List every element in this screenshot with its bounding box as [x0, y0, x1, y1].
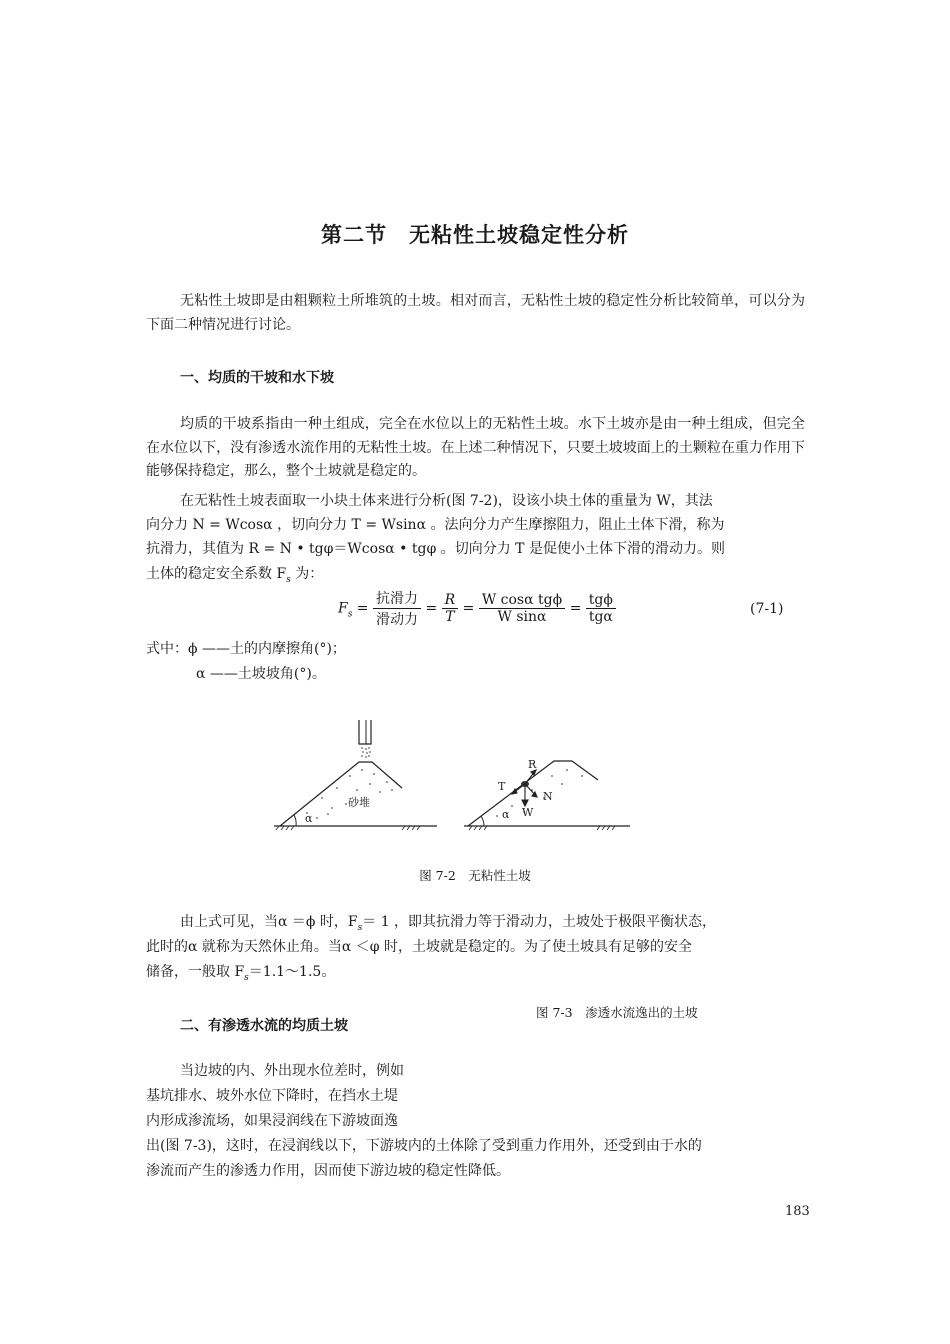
fraction-tgphi-over-tgalpha: $\frac{\text{tgϕ}}{\text{tgα}}$ — [586, 592, 616, 625]
heading-dry-slope: 一、均质的干坡和水下坡 — [180, 370, 334, 386]
sand-pile-label: 砂堆 — [348, 796, 370, 809]
force-label-t: T — [498, 780, 506, 793]
seepage-line-2: 基坑排水、坡外水位下降时，在挡水土堤 — [146, 1088, 398, 1104]
equation-number: (7-1) — [750, 601, 784, 617]
paragraph-dry-slope: 均质的干坡系指由一种土组成，完全在水位以上的无粘性土坡。水下土坡亦是由一种土组成，但完全在水位以下，没有渗透水流作用的无粘性土坡。在上述二种情况下，只要土坡坡面上的土颗粒在重力作用下能够保持稳定，那么，整个土坡就是稳定的。 — [146, 416, 805, 479]
figure-7-3-caption: 图 7-3 渗透水流逸出的土坡 — [536, 1005, 698, 1020]
left-alpha-label: α — [305, 812, 313, 825]
right-alpha-arc — [481, 816, 484, 826]
analysis-line-2: 向分力 N = Wcosα ，切向分力 T = Wsinα 。法向分力产生摩擦阻力，阻止土体下滑，称为 — [146, 517, 725, 533]
force-vectors — [512, 770, 537, 806]
analysis-line-4: 土体的稳定安全系数 $F_s$ 为： — [146, 566, 324, 585]
force-label-r: R — [528, 758, 537, 771]
seepage-line-5: 渗流而产生的渗透力作用，因而使下游边坡的稳定性降低。 — [146, 1163, 510, 1179]
conclusion-line-2: 此时的α 就称为天然休止角。当α ＜φ 时，土坡就是稳定的。为了使土坡具有足够的安全 — [146, 939, 693, 955]
left-alpha-arc — [294, 815, 296, 826]
heading-seepage-slope: 二、有渗透水流的均质土坡 — [180, 1018, 348, 1034]
seepage-line-4: 出(图 7-3)，这时，在浸润线以下，下游坡内的土体除了受到重力作用外，还受到由于水的 — [146, 1138, 702, 1154]
figure-7-2-caption: 图 7-2 无粘性土坡 — [419, 868, 531, 883]
figure-7-2 — [262, 718, 642, 836]
fraction-resist-over-slide: $\frac{\text{抗滑力}}{\text{滑动力}}$ — [373, 588, 421, 629]
intro-paragraph: 无粘性土坡即是由粗颗粒土所堆筑的土坡。相对而言，无粘性土坡的稳定性分析比较简单，可以分为下面二种情况进行讨论。 — [146, 293, 805, 333]
analysis-line-1: 在无粘性土坡表面取一小块土体来进行分析(图 7-2)，设该小块土体的重量为 W，其法 — [180, 493, 713, 509]
conclusion-line-3: 储备，一般取 $F_s=1.1\sim 1.5$。 — [146, 964, 336, 983]
sand-pile-outline — [280, 762, 402, 826]
page-number: 183 — [785, 1204, 810, 1219]
seepage-line-3: 内形成渗流场，如果浸润线在下游坡面逸 — [146, 1113, 398, 1129]
where-line-alpha: α ——土坡坡角(°)。 — [196, 666, 326, 682]
hopper-left-wall — [359, 720, 371, 744]
analysis-line-3: 抗滑力，其值为 R = N • tgφ＝Wcosα • tgφ 。切向分力 T 是促使小土体下滑的滑动力。则 — [146, 541, 725, 557]
formula-7-1: $F_s$ = $\frac{\text{抗滑力}}{\text{滑动力}}$ = $\frac{R}{T}$ = $\frac{\text{W cosα tgϕ}}{\text{W sinα}}$ = $\frac{\text{tgϕ}}{\text{tgα}}$ — [338, 588, 616, 629]
where-line-phi: 式中：ϕ ——土的内摩擦角(°)； — [146, 641, 346, 657]
conclusion-line-1: 由上式可见，当α ＝ϕ 时，$F_s= 1$ ，即其抗滑力等于滑动力，土坡处于极限平衡状态， — [180, 914, 717, 933]
seepage-line-1: 当边坡的内、外出现水位差时，例如 — [180, 1063, 404, 1079]
force-label-n: N — [543, 790, 553, 803]
right-alpha-label: α — [502, 808, 510, 821]
fraction-r-over-t: $\frac{R}{T}$ — [442, 592, 459, 625]
falling-sand — [361, 747, 371, 758]
force-label-w: W — [522, 806, 534, 819]
page-title: 第二节 无粘性土坡稳定性分析 — [321, 223, 629, 247]
fraction-wcos-over-wsin: $\frac{\text{W cosα tgϕ}}{\text{W sinα}}$ — [479, 592, 565, 625]
